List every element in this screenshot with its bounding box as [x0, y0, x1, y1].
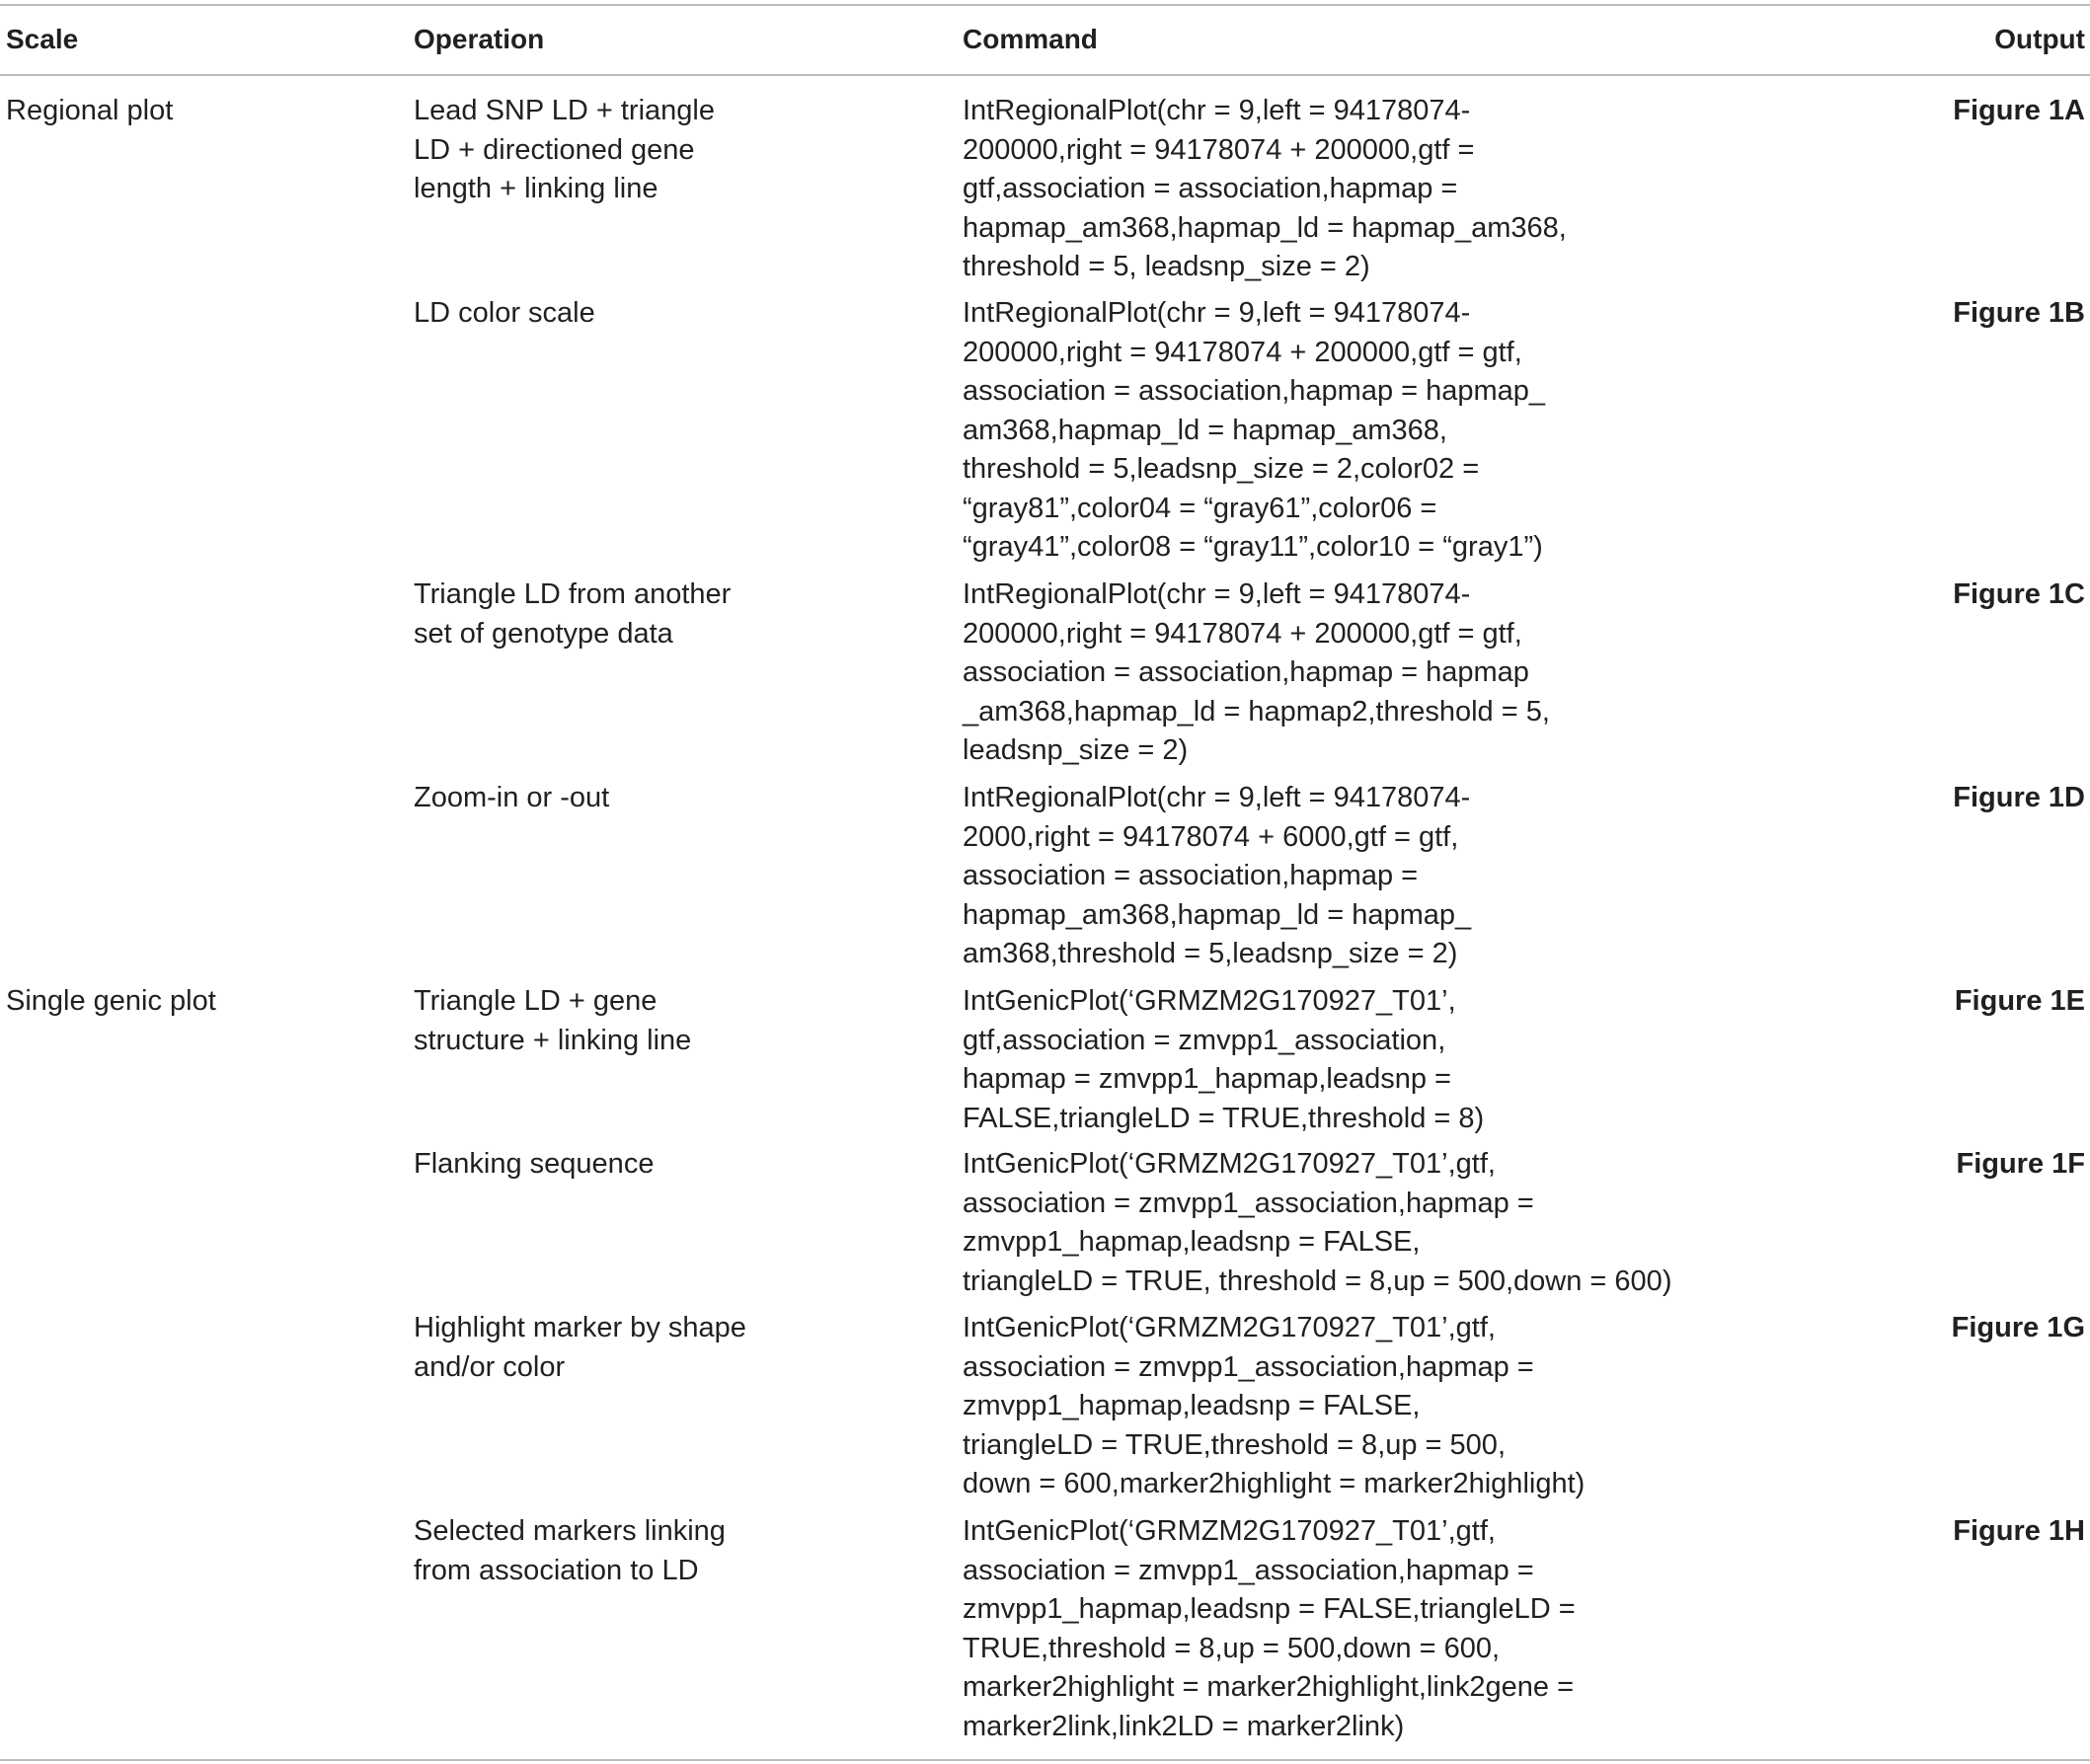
row-8-command: IntGenicPlot(‘GRMZM2G170927_T01’,gtf, association = zmvpp1_association,hapmap = zmvpp1_hapmap,leadsnp = FALSE,triangleLD = TRUE,threshold = 8,up = 500,down = 600, marker2highlight = marker2highlight,link2gene = marker2link,link2LD = marker2link) [963, 1515, 1576, 1742]
row-7-command: IntGenicPlot(‘GRMZM2G170927_T01’,gtf, association = zmvpp1_association,hapmap = zmvpp1_hapmap,leadsnp = FALSE, triangleLD = TRUE,threshold = 8,up = 500, down = 600,marker2highlight = marker2highlight) [963, 1312, 1586, 1499]
header-output: Output [1994, 24, 2085, 54]
header-operation: Operation [414, 24, 545, 54]
table-header-rule [0, 74, 2090, 76]
table-bottom-rule [0, 1759, 2090, 1761]
table-top-rule [0, 4, 2090, 6]
row-5-output: Figure 1E [1954, 985, 2085, 1017]
row-3-output: Figure 1C [1953, 578, 2085, 610]
row-5-command: IntGenicPlot(‘GRMZM2G170927_T01’, gtf,association = zmvpp1_association, hapmap = zmvpp1_hapmap,leadsnp = FALSE,triangleLD = TRUE,threshold = 8) [963, 985, 1485, 1134]
row-1-operation: Lead SNP LD + triangle LD + directioned gene length + linking line [414, 95, 715, 204]
row-8-output: Figure 1H [1953, 1515, 2085, 1547]
row-6-output: Figure 1F [1956, 1148, 2085, 1180]
row-8-operation: Selected markers linking from association to LD [414, 1515, 726, 1586]
row-6-operation: Flanking sequence [414, 1148, 655, 1180]
row-4-output: Figure 1D [1953, 782, 2085, 813]
row-4-command: IntRegionalPlot(chr = 9,left = 94178074- 2000,right = 94178074 + 6000,gtf = gtf, association = association,hapmap = hapmap_am368,hapmap_ld = hapmap_ am368,threshold = 5,leadsnp_size = 2) [963, 782, 1472, 969]
row-2-command: IntRegionalPlot(chr = 9,left = 94178074- 200000,right = 94178074 + 200000,gtf = gtf, association = association,hapmap = hapmap_ am368,hapmap_ld = hapmap_am368, threshold = 5,leadsnp_size = 2,color02 = “gray81”,color04 = “gray61”,color06 = “gray41”,color08 = “gray11”,color10 = “gray1”) [963, 297, 1546, 563]
group-scale-regional: Regional plot [6, 95, 174, 126]
row-7-output: Figure 1G [1951, 1312, 2085, 1343]
row-7-operation: Highlight marker by shape and/or color [414, 1312, 746, 1383]
row-2-output: Figure 1B [1953, 297, 2085, 329]
row-1-command: IntRegionalPlot(chr = 9,left = 94178074- 200000,right = 94178074 + 200000,gtf = gtf,association = association,hapmap = hapmap_am368,hapmap_ld = hapmap_am368, threshold = 5, leadsnp_size = 2) [963, 95, 1567, 282]
row-6-command: IntGenicPlot(‘GRMZM2G170927_T01’,gtf, association = zmvpp1_association,hapmap = zmvpp1_hapmap,leadsnp = FALSE, triangleLD = TRUE, threshold = 8,up = 500,down = 600) [963, 1148, 1672, 1297]
header-command: Command [963, 24, 1098, 54]
row-4-operation: Zoom-in or -out [414, 782, 610, 813]
row-1-output: Figure 1A [1953, 95, 2085, 126]
header-scale: Scale [6, 24, 79, 54]
row-3-operation: Triangle LD from another set of genotype data [414, 578, 732, 650]
group-scale-single-genic: Single genic plot [6, 985, 216, 1017]
row-5-operation: Triangle LD + gene structure + linking line [414, 985, 692, 1056]
row-3-command: IntRegionalPlot(chr = 9,left = 94178074- 200000,right = 94178074 + 200000,gtf = gtf, association = association,hapmap = hapmap _am368,hapmap_ld = hapmap2,threshold = 5, leadsnp_size = 2) [963, 578, 1550, 766]
row-2-operation: LD color scale [414, 297, 595, 329]
